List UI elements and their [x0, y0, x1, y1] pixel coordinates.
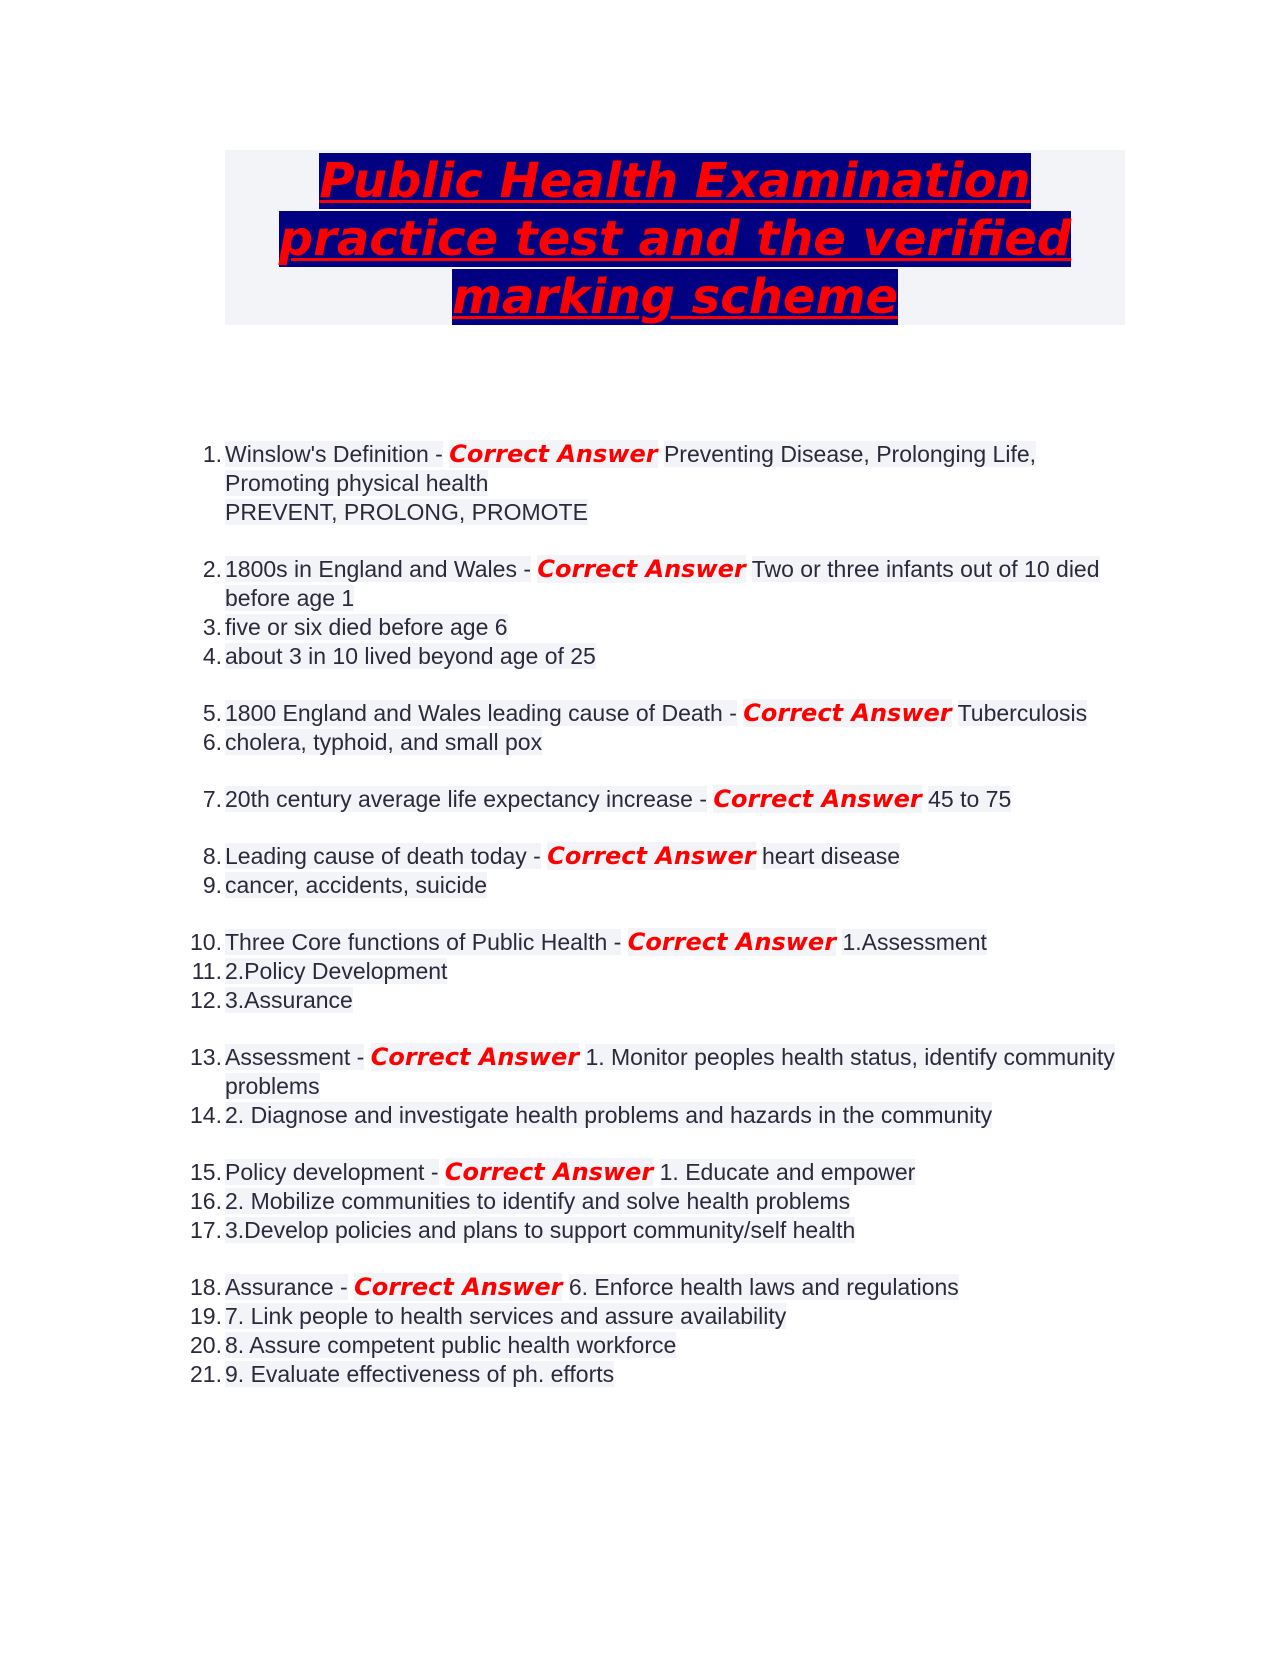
question-text: Leading cause of death today - [225, 843, 541, 869]
list-item-number: 4. [202, 643, 222, 669]
list-item-number: 7. [202, 786, 222, 812]
question-text: Policy development - [225, 1159, 439, 1185]
list-item-number: 5. [202, 700, 222, 726]
list-item-text: 2. Mobilize communities to identify and solve health problems [225, 1188, 851, 1214]
answer-extra-text: PREVENT, PROLONG, PROMOTE [225, 499, 588, 525]
list-item-number: 18. [190, 1274, 222, 1300]
list-item-text: 2. Diagnose and investigate health problems and hazards in the community [225, 1102, 993, 1128]
list-item [180, 1216, 1140, 1245]
correct-answer-label: Correct Answer [444, 1158, 654, 1186]
question-text: Assessment - [225, 1044, 365, 1070]
list-item [180, 1302, 1140, 1331]
list-item-number: 3. [202, 614, 222, 640]
correct-answer-label: Correct Answer [627, 928, 837, 956]
list-item-text: 8. Assure competent public health workforce [225, 1332, 677, 1358]
list-item-text: 2.Policy Development [225, 958, 448, 984]
correct-answer-label: Correct Answer [547, 842, 756, 870]
list-item [180, 555, 1140, 613]
correct-answer-label: Correct Answer [743, 699, 952, 727]
list-item-text: cancer, accidents, suicide [225, 872, 488, 898]
list-item [180, 699, 1140, 728]
list-item [180, 440, 1140, 527]
list-item-text: 3.Assurance [225, 987, 353, 1013]
list-item-number: 15. [190, 1159, 222, 1185]
list-item-text: 3.Develop policies and plans to support community/self health [225, 1217, 856, 1243]
list-item [180, 1101, 1140, 1130]
list-item [180, 1158, 1140, 1187]
list-item-text: about 3 in 10 lived beyond age of 25 [225, 643, 596, 669]
title-block [225, 150, 1125, 325]
question-text: Winslow's Definition - [225, 441, 443, 467]
list-item-number: 19. [190, 1303, 222, 1329]
list-item-number: 8. [202, 843, 222, 869]
list-item [180, 1273, 1140, 1302]
list-item [180, 928, 1140, 957]
correct-answer-label: Correct Answer [449, 440, 658, 468]
list-item [180, 1187, 1140, 1216]
answer-text: Tuberculosis [957, 700, 1088, 726]
list-item-number: 11. [191, 958, 222, 984]
list-item-number: 2. [202, 556, 222, 582]
list-item-number: 1. [202, 441, 222, 467]
list-item-number: 6. [202, 729, 222, 755]
list-item-text: 9. Evaluate effectiveness of ph. efforts [225, 1361, 615, 1387]
list-item-number: 10. [190, 929, 222, 955]
correct-answer-label: Correct Answer [713, 785, 922, 813]
answer-text: 1.Assessment [842, 929, 987, 955]
list-item [180, 957, 1140, 986]
list-item-number: 21. [190, 1361, 222, 1387]
list-item [180, 642, 1140, 671]
list-item [180, 871, 1140, 900]
answer-text: Two or three infants out of 10 died before age 1 [225, 556, 1100, 611]
answer-text: 6. Enforce health laws and regulations [568, 1274, 959, 1300]
correct-answer-label: Correct Answer [370, 1043, 580, 1071]
question-text: 20th century average life expectancy increase - [225, 786, 707, 812]
list-item-text: 7. Link people to health services and assure availability [225, 1303, 787, 1329]
list-item [180, 613, 1140, 642]
list-item-number: 12. [190, 987, 222, 1013]
page-title [225, 150, 1125, 326]
list-item-number: 14. [190, 1102, 222, 1128]
question-answer-list [180, 440, 1140, 1389]
question-text: 1800s in England and Wales - [225, 556, 532, 582]
question-text: 1800 England and Wales leading cause of Death - [225, 700, 737, 726]
list-item-number: 17. [190, 1217, 222, 1243]
correct-answer-label: Correct Answer [537, 555, 746, 583]
list-item-number: 20. [190, 1332, 222, 1358]
list-item [180, 728, 1140, 757]
list-item [180, 842, 1140, 871]
list-item-number: 16. [190, 1188, 222, 1214]
correct-answer-label: Correct Answer [354, 1273, 563, 1301]
question-text: Assurance - [225, 1274, 348, 1300]
answer-text: Preventing Disease, Prolonging Life, Promoting physical health [225, 441, 1037, 496]
list-item-text: cholera, typhoid, and small pox [225, 729, 543, 755]
list-item [180, 1360, 1140, 1389]
question-text: Three Core functions of Public Health - [225, 929, 622, 955]
list-item [180, 986, 1140, 1015]
answer-text: heart disease [761, 843, 901, 869]
list-item-text: five or six died before age 6 [225, 614, 508, 640]
page-title-text: Public Health Examination practice test and the verified marking scheme [278, 153, 1072, 325]
list-item [180, 1331, 1140, 1360]
list-item-number: 9. [202, 872, 222, 898]
answer-text: 1. Monitor peoples health status, identify community problems [225, 1044, 1115, 1099]
list-item [180, 785, 1140, 814]
answer-text: 1. Educate and empower [659, 1159, 916, 1185]
list-item-number: 13. [190, 1044, 222, 1070]
answer-text: 45 to 75 [928, 786, 1012, 812]
list-item [180, 1043, 1140, 1101]
